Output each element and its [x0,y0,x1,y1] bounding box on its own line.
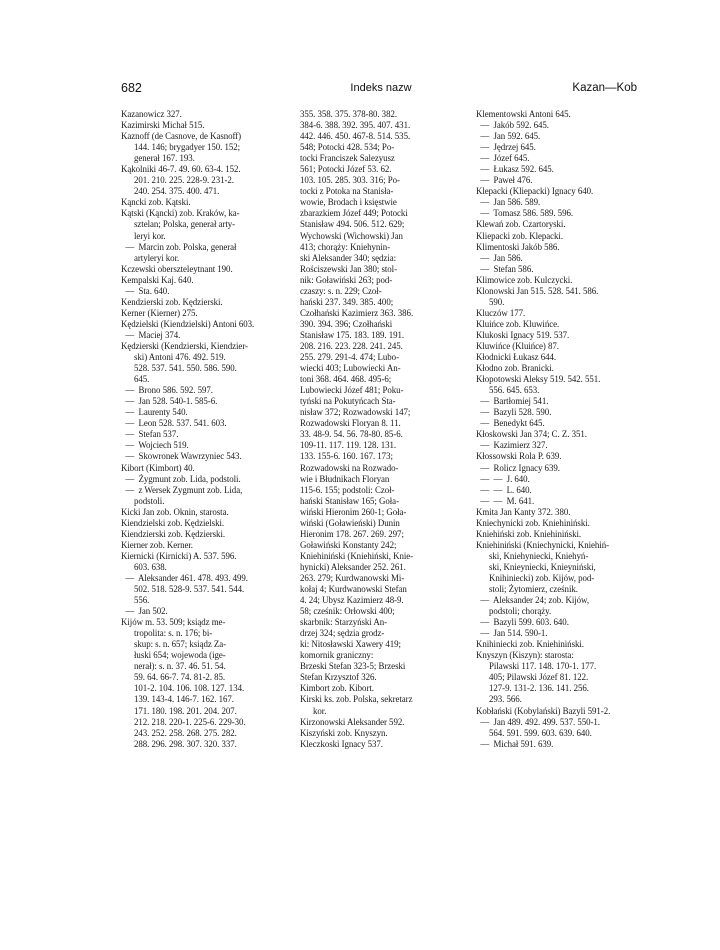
index-entry-line: ki: Nitosławski Xawery 419; [300,639,401,650]
index-entry-line: stoli; Żytomierz, cześnik. [476,584,578,595]
index-entry-line: wiński Hieronim 260-1; Goła- [300,506,407,517]
index-entry-line: Kmita Jan Kanty 372. 380. [476,506,571,517]
index-entry-line: — Brono 586. 592. 597. [121,385,213,396]
index-column-middle [300,109,464,750]
index-entry-line: Klukoski Ignacy 519. 537. [476,329,570,340]
index-entry-line: podstoli. [121,495,165,506]
index-entry-line: 109-11. 117. 119. 128. 131. [300,440,397,451]
index-entry-line: tocki Franciszek Salezyusz [300,153,395,164]
index-entry-line: — Maciej 374. [121,329,181,340]
index-entry-line: Kirzonowski Aleksander 592. [300,716,405,727]
index-entry-line: — Skowronek Wawrzyniec 543. [121,451,242,462]
index-entry-line: Kędzielski (Kiendzielski) Antoni 603. [121,318,255,329]
index-entry-line: Kaznoff (de Casnove, de Kasnoff) [121,131,242,142]
index-entry-line: ski) Antoni 476. 492. 519. [121,352,226,363]
index-entry-line: 413; chorąży: Kniehynin- [300,241,390,252]
index-entry-line: kołaj 4; Kurdwanowski Stefan [300,584,407,595]
index-entry-line: wiński (Goławieński) Dunin [300,517,400,528]
index-entry-line: 115-6. 155; podstoli: Czoł- [300,484,395,495]
index-entry-line: 590. [476,296,505,307]
index-entry-line: Rościszewski Jan 380; stol- [300,263,398,274]
index-entry-line: nik: Goławiński 263; pod- [300,274,393,285]
index-entry-line: 255. 279. 291-4. 474; Lubo- [300,352,399,363]
index-entry-line: Knyszyn (Kiszyn): starosta: [476,650,574,661]
index-entry-line: 133. 155-6. 160. 167. 173; [300,451,393,462]
index-entry-line: Kendzierski zob. Kędzierski. [121,296,223,307]
index-entry-line: Klonowski Jan 515. 528. 541. 586. [476,285,599,296]
index-entry-line: — Jędrzej 645. [476,142,536,153]
index-entry-line: komornik graniczny: [300,650,374,661]
index-column-left [121,109,291,750]
index-entry-line: 103. 105. 285. 303. 316; Po- [300,175,400,186]
index-entry-line: — Aleksander 24; zob. Kijów, [476,595,589,606]
index-entry-line: Kimbort zob. Kibort. [300,683,374,694]
index-entry-line: hynicki) Aleksander 252. 261. [300,561,406,572]
index-entry-line: 127-9. 131-2. 136. 141. 256. [476,683,589,694]
index-entry-line: Kiendzielski zob. Kędzielski. [121,517,225,528]
index-entry-line: Kluwińce (Kluińce) 87. [476,340,559,351]
index-entry-line: sztelan; Polska, generał arty- [121,219,236,230]
index-entry-line: 405; Pilawski Józef 81. 122. [476,672,589,683]
index-entry-line: — z Wersek Zygmunt zob. Lida, [121,484,243,495]
index-entry-line: Kiernicki (Kirnicki) A. 537. 596. [121,550,237,561]
index-entry-line: — Aleksander 461. 478. 493. 499. [121,572,248,583]
entry-range: Kazan—Kob [572,82,637,94]
index-entry-line: 139. 143-4. 146-7. 162. 167. [121,694,234,705]
index-entry-line: Klementowski Antoni 645. [476,109,571,119]
index-entry-line: Kazanowicz 327. [121,109,182,119]
index-entry-line: Klewań zob. Czartoryski. [476,219,566,230]
index-entry-line: 201. 210. 225. 228-9. 231-2. [121,175,234,186]
index-entry-line: Stanisław 175. 183. 189. 191. [300,329,405,340]
index-entry-line: tyński na Pokutyńcach Sta- [300,396,396,407]
index-entry-line: Kibort (Kimbort) 40. [121,462,195,473]
index-entry-line: — Jan 586. [476,252,523,263]
index-entry-line: Kątski (Kąncki) zob. Kraków, ka- [121,208,240,219]
index-entry-line: — Bazyli 528. 590. [476,407,552,418]
index-entry-line: Kobłański (Kobylański) Bazyli 591-2. [476,705,611,716]
index-entry-line: Kicki Jan zob. Oknin, starosta. [121,506,229,517]
index-entry-line: 556. 645. 653. [476,385,540,396]
index-entry-line: wowie, Brodach i księstwie [300,197,397,208]
index-entry-line: 212. 218. 220-1. 225-6. 229-30. [121,716,246,727]
index-entry-line: 645. [121,374,150,385]
index-entry-line: ski, Kniehyniecki, Kniehyń- [476,550,589,561]
index-entry-line: Kłodnicki Łukasz 644. [476,352,557,363]
index-entry-line: 564. 591. 599. 603. 639. 640. [476,727,592,738]
index-entry-line: Kluczów 177. [476,307,526,318]
index-entry-line: Kłossowski Rola P. 639. [476,451,562,462]
index-entry-line: Knihiniecki) zob. Kijów, pod- [476,572,595,583]
index-entry-line: 101-2. 104. 106. 108. 127. 134. [121,683,245,694]
index-entry-line: Kliepacki zob. Klepacki. [476,230,564,241]
index-entry-line: — Bazyli 599. 603. 640. [476,617,569,628]
index-entry-line: Kerner (Kierner) 275. [121,307,198,318]
index-entry-line: 4. 24; Ubysz Kazimierz 48-9. [300,595,404,606]
index-entry-line: podstoli; chorąży. [476,606,552,617]
index-entry-line: Rozwadowski na Rozwado- [300,462,399,473]
index-entry-line: ski Aleksander 340; sędzia: [300,252,397,263]
index-entry-line: Kiszyński zob. Knyszyn. [300,727,388,738]
index-entry-line: — Marcin zob. Polska, generał [121,241,237,252]
index-column-right [476,109,640,750]
index-entry-line: Klimowice zob. Kulczycki. [476,274,573,285]
index-entry-line: — Laurenty 540. [121,407,188,418]
index-entry-line: artyleryi kor. [121,252,180,263]
index-entry-line: Kleczkoski Ignacy 537. [300,738,383,749]
index-entry-line: — Rolicz Ignacy 639. [476,462,560,473]
index-entry-line: Knihiniecki zob. Kniehiniński. [476,639,584,650]
index-entry-line: — Leon 528. 537. 541. 603. [121,418,227,429]
index-entry-line: — Wojciech 519. [121,440,189,451]
index-entry-line: Kłoskowski Jan 374; C. Z. 351. [476,429,587,440]
index-entry-line: wie i Błudnikach Floryan [300,473,390,484]
index-entry-line: Hieronim 178. 267. 269. 297; [300,528,404,539]
index-entry-line: Kazimirski Michał 515. [121,120,205,131]
index-entry-line: Goławiński Konstanty 242; [300,539,397,550]
index-entry-line: 58; cześnik: Orłowski 400; [300,606,395,617]
index-entry-line: 355. 358. 375. 378-80. 382. [300,109,398,119]
index-entry-line: Kirski ks. zob. Polska, sekretarz [300,694,413,705]
page-number: 682 [121,81,142,95]
index-entry-line: — — J. 640. [476,473,530,484]
index-entry-line: 263. 279; Kurdwanowski Mi- [300,572,405,583]
index-entry-line: — Bartłomiej 541. [476,396,549,407]
index-entry-line: Kłodno zob. Branicki. [476,363,554,374]
index-entry-line: Kąkolniki 46-7. 49. 60. 63-4. 152. [121,164,241,175]
index-entry-line: łuski 654; wojewoda (ige- [121,650,226,661]
index-entry-line: generał 167. 193. [121,153,195,164]
index-entry-line: wiecki 403; Lubowiecki An- [300,363,401,374]
index-entry-line: — Stefan 537. [121,429,179,440]
running-title: Indeks nazw [350,82,412,94]
index-entry-line: leryi kor. [121,230,166,241]
index-entry-line: Wychowski (Wichowski) Jan [300,230,403,241]
index-entry-line: — Paweł 476. [476,175,533,186]
index-entry-line: Klimentoski Jakób 586. [476,241,560,252]
index-entry-line: czaszy: s. n. 229; Czoł- [300,285,382,296]
index-entry-line: — Łukasz 592. 645. [476,164,554,175]
index-entry-line: 603. 638. [121,561,167,572]
index-entry-line: Kniehiniński (Kniechynicki, Kniehiń- [476,539,610,550]
index-entry-line: nerał): s. n. 37. 46. 51. 54. [121,661,226,672]
index-entry-line: 240. 254. 375. 400. 471. [121,186,220,197]
index-entry-line: Lubowiecki Józef 481; Poku- [300,385,404,396]
index-entry-line: 502. 518. 528-9. 537. 541. 544. [121,584,245,595]
index-entry-line: skarbnik: Starzyński An- [300,617,388,628]
index-entry-line: — Żygmunt zob. Lida, podstoli. [121,473,241,484]
index-entry-line: Stefan Krzysztof 326. [300,672,377,683]
index-entry-line: — Jan 502. [121,606,168,617]
index-entry-line: — Jakób 592. 645. [476,120,549,131]
index-entry-line: — Tomasz 586. 589. 596. [476,208,574,219]
index-entry-line: tocki z Potoka na Stanisła- [300,186,394,197]
index-entry-line: nisław 372; Rozwadowski 147; [300,407,411,418]
index-entry-line: Kniehiński zob. Kniehiniński. [476,528,582,539]
index-entry-line: Kędzierski (Kendzierski, Kiendzier- [121,340,248,351]
index-entry-line: Kierner zob. Kerner. [121,539,193,550]
index-entry-line: toni 368. 464. 468. 495-6; [300,374,392,385]
index-entry-line: — Kazimierz 327. [476,440,548,451]
index-entry-line: 390. 394. 396; Czołhański [300,318,393,329]
index-entry-line: ski, Knieyniecki, Knieyniński, [476,561,596,572]
index-entry-line: — Jan 514. 590-1. [476,628,548,639]
index-entry-line: Kiendzierski zob. Kędzierski. [121,528,226,539]
index-entry-line: Kluińce zob. Kluwińce. [476,318,560,329]
index-entry-line: Czołhański Kazimierz 363. 386. [300,307,414,318]
index-entry-line: Kempalski Kaj. 640. [121,274,194,285]
index-entry-line: 59. 64. 66-7. 74. 81-2. 85. [121,672,226,683]
index-entry-line: — Benedykt 645. [476,418,545,429]
index-entry-line: — Jan 592. 645. [476,131,541,142]
index-entry-line: 442. 446. 450. 467-8. 514. 535. [300,131,411,142]
index-entry-line: 561; Potocki Józef 53. 62. [300,164,392,175]
index-entry-line: Kczewski oberszteleytnant 190. [121,263,233,274]
index-entry-line: — Jan 586. 589. [476,197,541,208]
index-entry-line: 548; Potocki 428. 534; Po- [300,142,395,153]
index-entry-line: Kijów m. 53. 509; ksiądz me- [121,617,226,628]
index-entry-line: drzej 324; sędzia grodz- [300,628,385,639]
index-entry-line: — Józef 645. [476,153,530,164]
index-entry-line: Kłopotowski Aleksy 519. 542. 551. [476,374,601,385]
index-entry-line: Stanisław 494. 506. 512. 629; [300,219,405,230]
index-entry-line: Kniehiniński (Kniehiński, Knie- [300,550,414,561]
index-entry-line: — Jan 489. 492. 499. 537. 550-1. [476,716,600,727]
index-entry-line: 243. 252. 258. 268. 275. 282. [121,727,237,738]
index-entry-line: 528. 537. 541. 550. 586. 590. [121,363,237,374]
index-entry-line: 288. 296. 298. 307. 320. 337. [121,738,237,749]
index-entry-line: — Jan 528. 540-1. 585-6. [121,396,218,407]
index-entry-line: zbarazkiem Józef 449; Potocki [300,208,408,219]
index-entry-line: 556. [121,595,150,606]
index-entry-line: Kąncki zob. Kątski. [121,197,191,208]
index-entry-line: kor. [300,705,327,716]
index-entry-line: 171. 180. 198. 201. 204. 207. [121,705,237,716]
index-entry-line: hański 237. 349. 385. 400; [300,296,394,307]
index-entry-line: — Stefan 586. [476,263,534,274]
index-entry-line: 293. 566. [476,694,522,705]
index-entry-line: tropolita: s. n. 176; bi- [121,628,213,639]
index-entry-line: — — L. 640. [476,484,532,495]
index-entry-line: — Sta. 640. [121,285,170,296]
index-entry-line: 384-6. 388. 392. 395. 407. 431. [300,120,411,131]
index-entry-line: Klepacki (Kliepacki) Ignacy 640. [476,186,594,197]
index-entry-line: — Michał 591. 639. [476,738,554,749]
index-entry-line: Kniechynicki zob. Kniehiniński. [476,517,590,528]
index-entry-line: 208. 216. 223. 228. 241. 245. [300,340,403,351]
index-entry-line: Brzeski Stefan 323-5; Brzeski [300,661,406,672]
index-entry-line: hański Stanisław 165; Goła- [300,495,399,506]
index-entry-line: 144. 146; brygadyer 150. 152; [121,142,241,153]
index-entry-line: skup: s. n. 657; ksiądz Za- [121,639,227,650]
index-entry-line: Pilawski 117. 148. 170-1. 177. [476,661,597,672]
index-entry-line: Rozwadowski Floryan 8. 11. [300,418,401,429]
index-entry-line: 33. 48-9. 54. 56. 78-80. 85-6. [300,429,403,440]
index-entry-line: — — M. 641. [476,495,535,506]
